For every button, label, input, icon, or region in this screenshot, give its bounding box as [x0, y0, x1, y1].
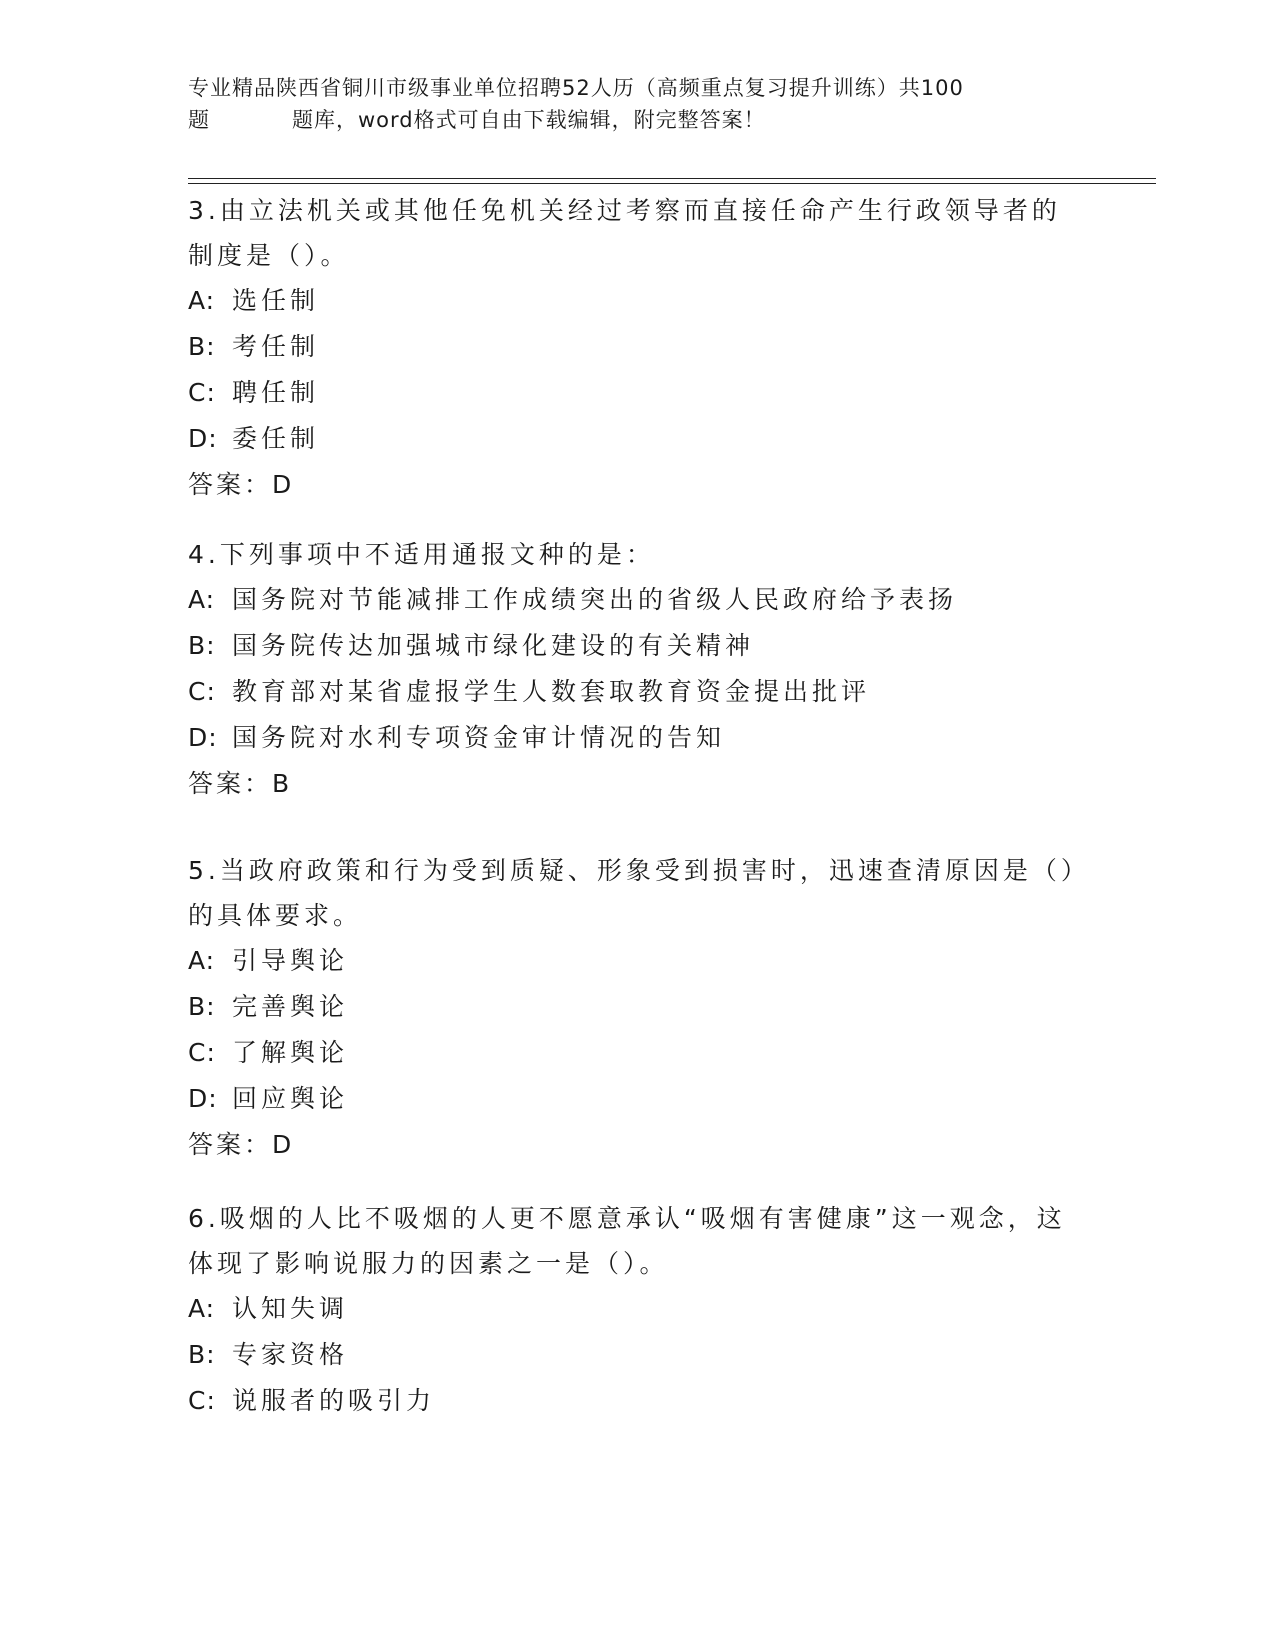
- option-text: 说服者的吸引力: [232, 1386, 436, 1415]
- option-key: A:: [188, 585, 216, 614]
- question-stem: 5.当政府政策和行为受到质疑、形象受到损害时，迅速查清原因是（）的具体要求。: [188, 856, 1078, 930]
- header-title-line-2-end: 题库，word格式可自由下载编辑，附完整答案！: [292, 108, 766, 132]
- option-text: 了解舆论: [232, 1038, 349, 1067]
- option-key: A:: [188, 286, 216, 315]
- answer-value: D: [272, 470, 294, 499]
- option-text: 考任制: [232, 332, 320, 361]
- option-text: 引导舆论: [232, 946, 349, 975]
- header-divider-top: [188, 178, 1156, 179]
- header-title-line-1: 专业精品陕西省铜川市级事业单位招聘52人历（高频重点复习提升训练）共100: [188, 76, 964, 100]
- answer-label: 答案：: [188, 769, 273, 798]
- option-key: D:: [188, 424, 218, 453]
- option-b: [188, 623, 1088, 669]
- option-text: 回应舆论: [232, 1084, 349, 1113]
- answer-line: [188, 1122, 1088, 1168]
- option-key: C:: [188, 1386, 216, 1415]
- option-a: [188, 278, 1088, 324]
- option-d: [188, 1076, 1088, 1122]
- question-4: [188, 532, 1088, 807]
- question-stem: 4.下列事项中不适用通报文种的是：: [188, 540, 655, 569]
- question-stem: 6.吸烟的人比不吸烟的人更不愿意承认“吸烟有害健康”这一观念，这体现了影响说服力的因素之一是（）。: [188, 1204, 1066, 1278]
- option-a: [188, 938, 1088, 984]
- option-d: [188, 416, 1088, 462]
- option-key: B:: [188, 332, 216, 361]
- option-key: C:: [188, 677, 216, 706]
- option-key: B:: [188, 631, 216, 660]
- option-c: [188, 370, 1088, 416]
- option-key: A:: [188, 1294, 216, 1323]
- option-a: [188, 1286, 1088, 1332]
- option-key: D:: [188, 723, 218, 752]
- option-text: 国务院对水利专项资金审计情况的告知: [232, 723, 726, 752]
- option-c: [188, 669, 1088, 715]
- option-key: C:: [188, 1038, 216, 1067]
- option-key: A:: [188, 946, 216, 975]
- option-text: 委任制: [232, 424, 320, 453]
- question-6: [188, 1196, 1088, 1424]
- option-text: 认知失调: [232, 1294, 349, 1323]
- header-gap: [210, 104, 292, 136]
- option-c: [188, 1030, 1088, 1076]
- option-b: [188, 984, 1088, 1030]
- option-text: 完善舆论: [232, 992, 349, 1021]
- answer-label: 答案：: [188, 1130, 273, 1159]
- option-key: C:: [188, 378, 216, 407]
- option-text: 教育部对某省虚报学生人数套取教育资金提出批评: [232, 677, 871, 706]
- answer-value: D: [272, 1130, 294, 1159]
- option-d: [188, 715, 1088, 761]
- option-c: [188, 1378, 1088, 1424]
- option-text: 选任制: [232, 286, 320, 315]
- option-key: B:: [188, 1340, 216, 1369]
- option-b: [188, 324, 1088, 370]
- question-3: [188, 188, 1088, 508]
- option-key: D:: [188, 1084, 218, 1113]
- header-title-line-2: [188, 104, 1068, 136]
- option-text: 聘任制: [232, 378, 320, 407]
- document-header: [188, 72, 1068, 136]
- option-text: 国务院对节能减排工作成绩突出的省级人民政府给予表扬: [232, 585, 958, 614]
- question-stem: 3.由立法机关或其他任免机关经过考察而直接任命产生行政领导者的制度是（）。: [188, 196, 1061, 270]
- header-title-line-2-start: 题: [188, 108, 210, 132]
- option-b: [188, 1332, 1088, 1378]
- option-text: 专家资格: [232, 1340, 349, 1369]
- answer-label: 答案：: [188, 470, 273, 499]
- header-divider-bottom: [188, 183, 1156, 184]
- question-5: [188, 848, 1088, 1168]
- option-key: B:: [188, 992, 216, 1021]
- answer-line: [188, 462, 1088, 508]
- option-a: [188, 577, 1088, 623]
- answer-value: B: [272, 769, 292, 798]
- answer-line: [188, 761, 1088, 807]
- option-text: 国务院传达加强城市绿化建设的有关精神: [232, 631, 755, 660]
